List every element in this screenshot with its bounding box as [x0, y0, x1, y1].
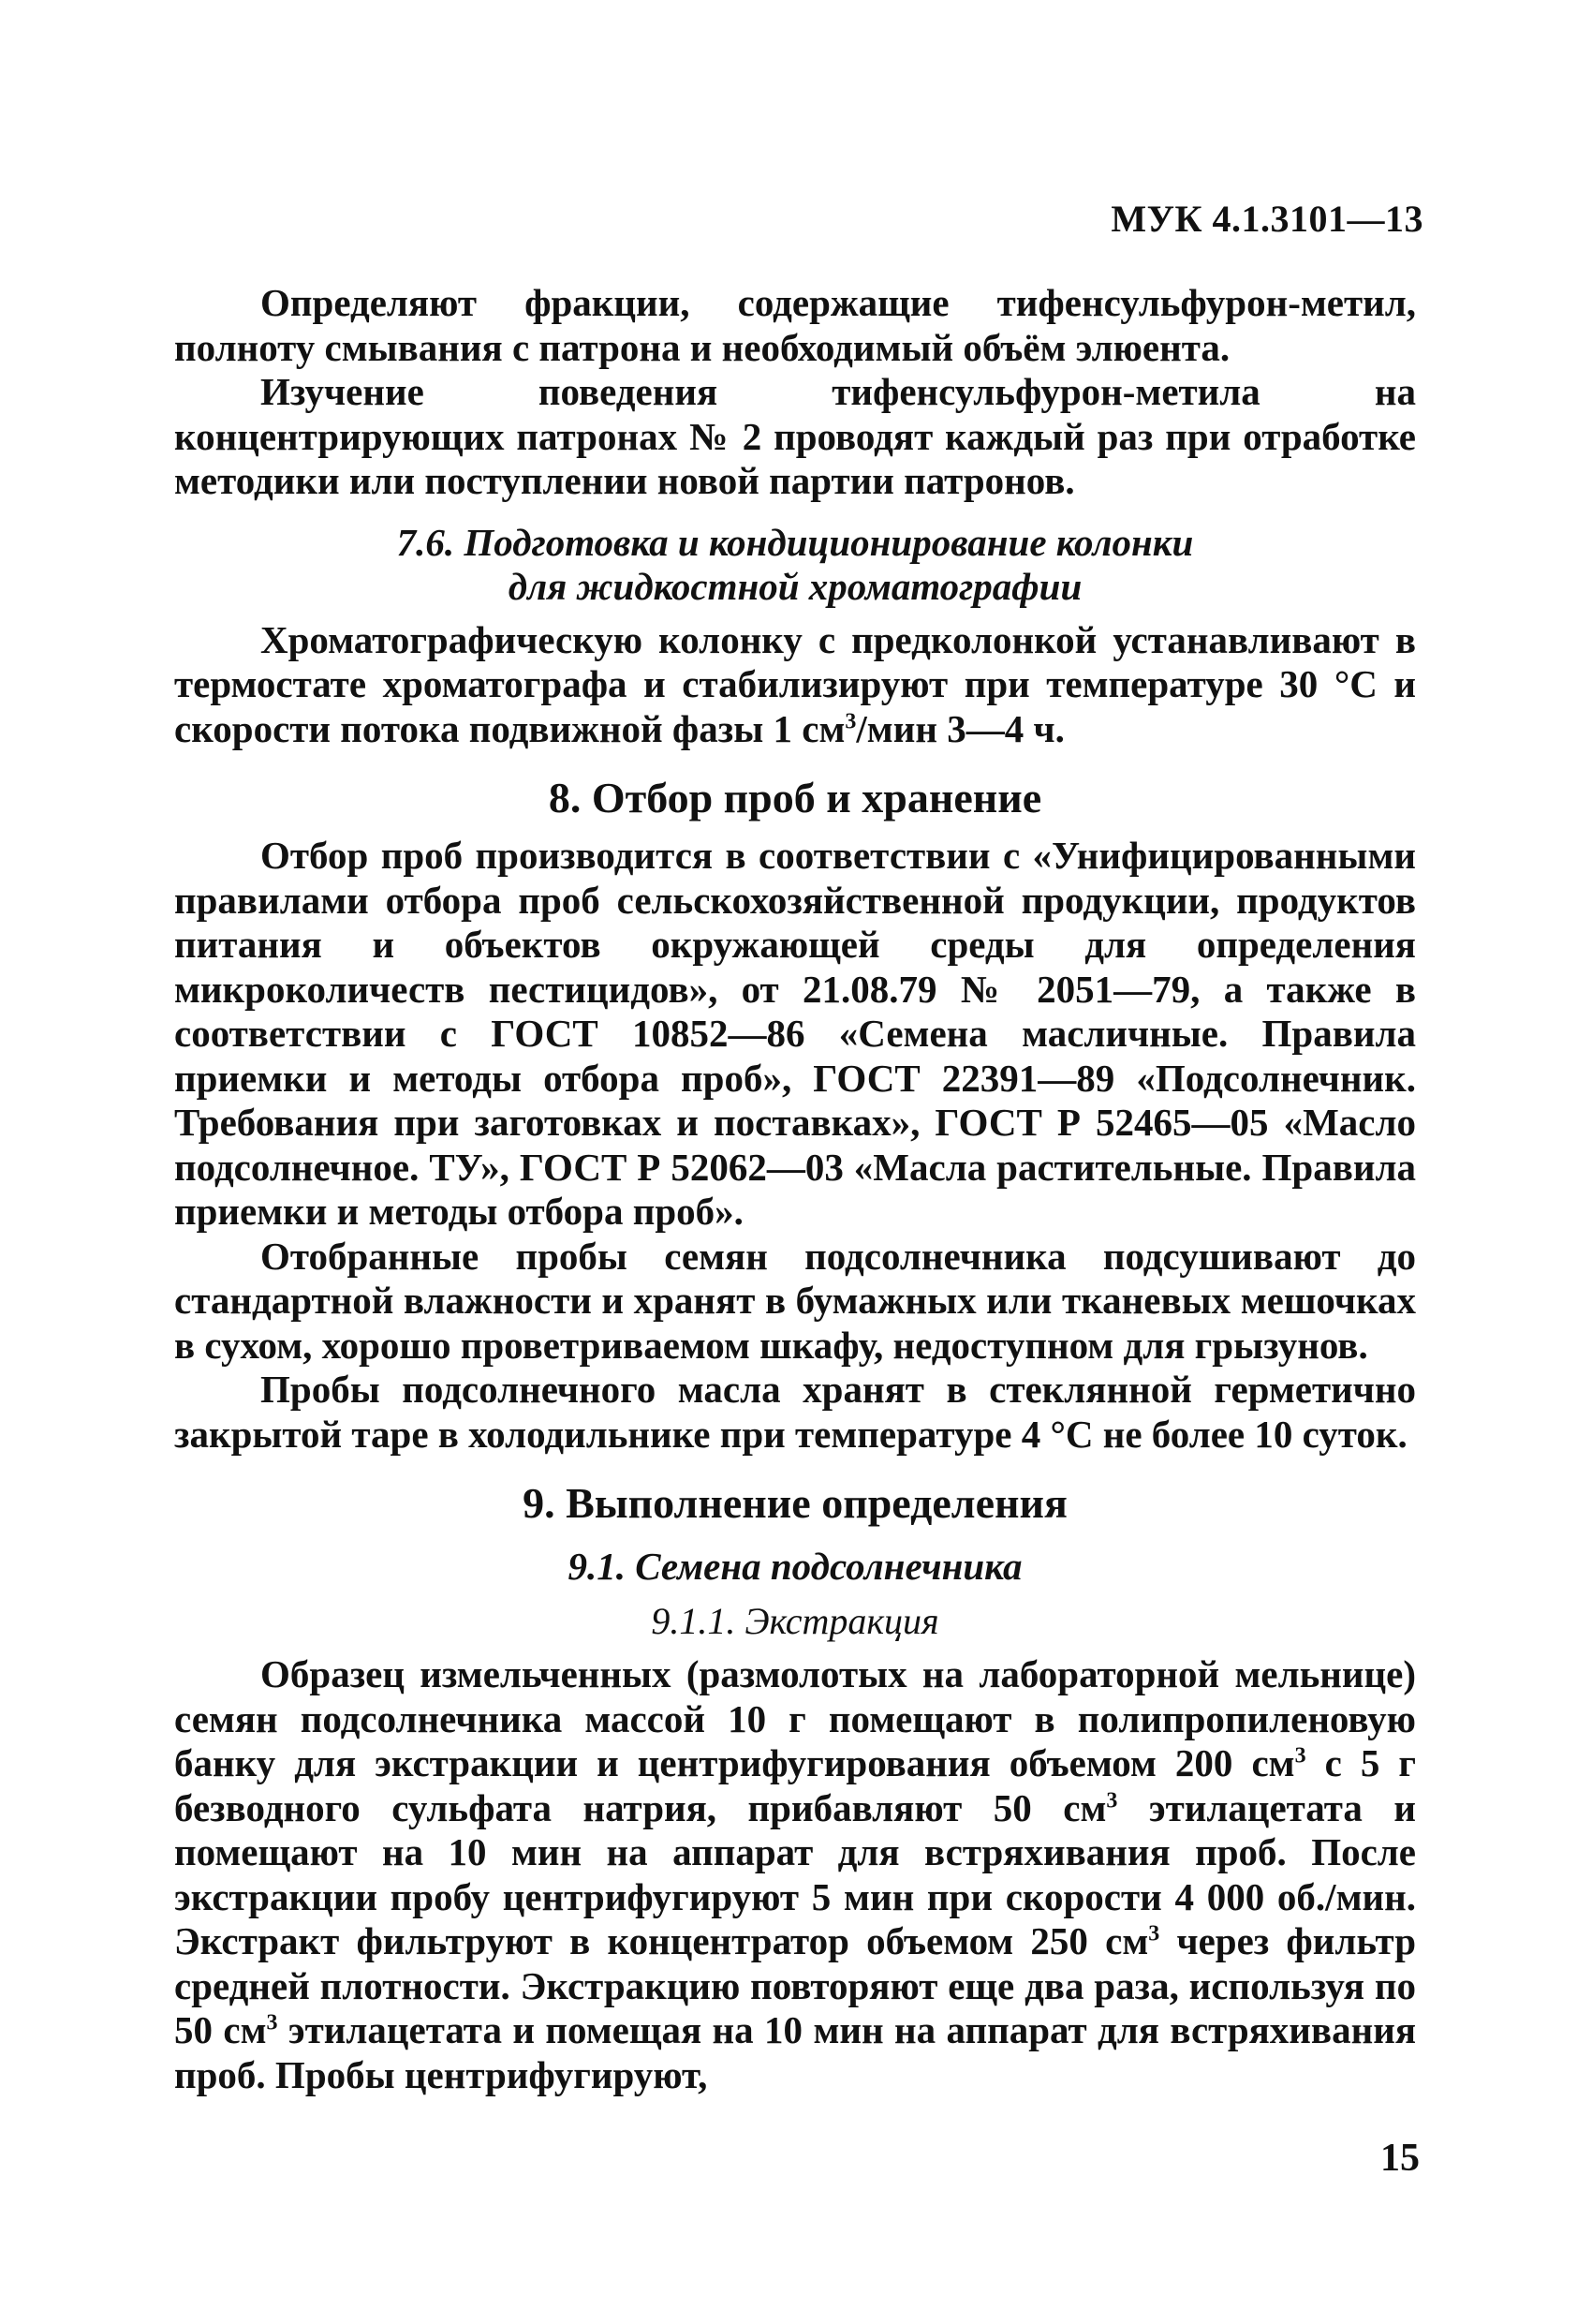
- superscript: 3: [845, 708, 857, 733]
- paragraph-oil-storage: Пробы подсолнечного масла хранят в стеклянной герметично закрытой таре в холодильнике при температуре 4 °С не более 10 суток.: [174, 1368, 1416, 1456]
- paragraph-sampling: Отбор проб производится в соответствии с «Унифицированными правилами отбора проб сельскохозяйственной продукции, продуктов питания и объектов окружающей среды для определения микроколичеств пестицидов», от 21.08.79 № 2051—79, а также в соответствии с ГОСТ 10852—86 «Семена масличные. Правила приемки и методы отбора проб», ГОСТ 22391—89 «Подсолнечник. Требования при заготовках и поставках», ГОСТ Р 52465—05 «Масло подсолнечное. ТУ», ГОСТ Р 52062—03 «Масла растительные. Правила приемки и методы отбора проб».: [174, 834, 1416, 1233]
- text-segment: Образец измельченных (размолотых на лабораторной мельнице) семян подсолнечника массой 10 г помещают в полипропиленовую банку для экстракции и центрифугирования объемом 200 см: [174, 1652, 1416, 1784]
- document-body: [174, 281, 1416, 2097]
- heading-7-6-line1: 7.6. Подготовка и кондиционирование колонки: [396, 520, 1194, 564]
- heading-7-6-line2: для жидкостной хроматографии: [508, 564, 1083, 608]
- superscript: 3: [1148, 1921, 1160, 1947]
- text-segment: Хроматографическую колонку с предколонкой устанавливают в термостате хроматографа и стабилизируют при температуре 30 °С и скорости потока подвижной фазы 1 см: [174, 617, 1416, 750]
- heading-9-1: 9.1. Семена подсолнечника: [568, 1545, 1023, 1588]
- text-segment: /мин 3—4 ч.: [856, 706, 1065, 750]
- text-segment: с 5 г безводного сульфата натрия, прибавляют 50 см: [174, 1741, 1416, 1829]
- text-segment: этилацетата и помещают на 10 мин на аппарат для встряхивания проб. После экстракции пробу центрифугируют 5 мин при скорости 4 000 об./мин. Экстракт фильтруют в концентратор объемом 250 см: [174, 1785, 1416, 1962]
- paragraph-seed-storage: Отобранные пробы семян подсолнечника подсушивают до стандартной влажности и хранят в бумажных или тканевых мешочках в сухом, хорошо проветриваемом шкафу, недоступном для грызунов.: [174, 1234, 1416, 1367]
- superscript: 3: [1106, 1787, 1118, 1813]
- paragraph-extraction: [174, 1652, 1416, 2097]
- heading-9-1-1: 9.1.1. Экстракция: [651, 1600, 939, 1642]
- page-number: 15: [1380, 2137, 1420, 2180]
- text-segment: через фильтр средней плотности. Экстракцию повторяют еще два раза, используя по 50 см: [174, 1919, 1416, 2051]
- superscript: 3: [266, 2010, 278, 2035]
- paragraph-column-conditioning: [174, 618, 1416, 752]
- heading-7-6: [174, 521, 1416, 609]
- document-code-header: МУК 4.1.3101—13: [1111, 198, 1423, 240]
- text-segment: этилацетата и помещая на 10 мин на аппарат для встряхивания проб. Пробы центрифугируют,: [174, 2008, 1417, 2096]
- superscript: 3: [1294, 1743, 1306, 1769]
- paragraph-fractions: Определяют фракции, содержащие тифенсульфурон-метил, полноту смывания с патрона и необходимый объём элюента.: [174, 281, 1416, 369]
- paragraph-cartridge-study: Изучение поведения тифенсульфурон-метила на концентрирующих патронах № 2 проводят каждый раз при отработке методики или поступлении новой партии патронов.: [174, 370, 1416, 502]
- heading-8: 8. Отбор проб и хранение: [548, 774, 1042, 822]
- heading-9: 9. Выполнение определения: [523, 1479, 1068, 1527]
